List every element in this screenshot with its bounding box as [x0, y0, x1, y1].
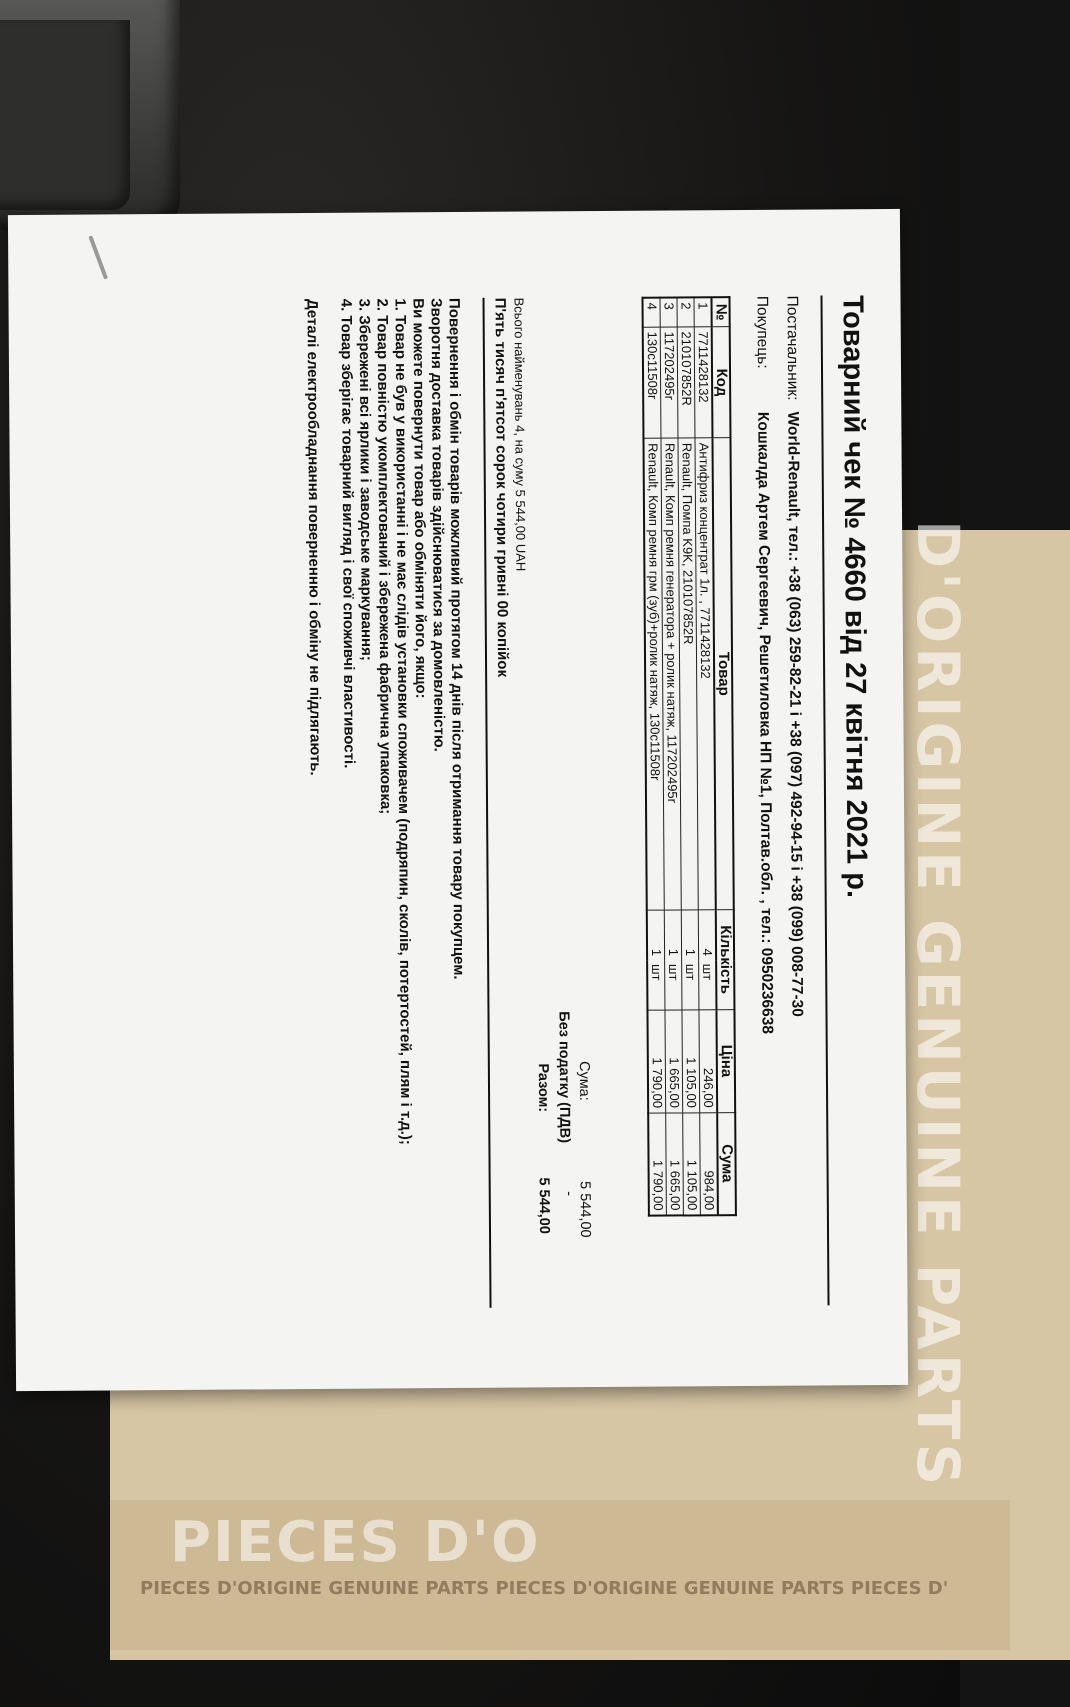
row-product: Renault, Помпа K9K, 210107852R: [678, 438, 698, 910]
terms-line: Зворотня доставка товарів здійснюватися за домовленістю.: [427, 298, 448, 752]
header-code: Код: [712, 327, 731, 439]
terms-line: Повернення і обмін товарів можливий протягом 14 днів після отримання товару покупцем.: [445, 297, 468, 980]
row-number: 4: [642, 298, 660, 328]
row-qty: 1: [647, 910, 665, 960]
row-product: Renault, Комп ремня грм (зуб)+ролик натяж, 130c11508r: [643, 438, 664, 910]
grand-total-value: 5 544,00: [535, 1177, 553, 1234]
header-sum: Сума: [717, 1112, 736, 1215]
terms-line: Ви можете повернути товар або обміняти його, якщо:: [409, 298, 430, 699]
amount-in-words: П'ять тисяч п'ятсот сорок чотири гривні 00 копійок: [491, 297, 512, 678]
items-table: [641, 296, 736, 1217]
row-price: 1 790,00: [647, 1010, 665, 1113]
grand-total-label: Разом:: [534, 1063, 552, 1113]
row-unit: шт: [647, 960, 665, 1010]
row-sum: 1 665,00: [666, 1112, 684, 1215]
terms-line: 2. Товар повністю укомплектований і збережена фабрична упаковка;: [373, 298, 395, 815]
terms-line: 4. Товар зберігає товарний вигляд і свої споживчі властивості.: [337, 298, 358, 769]
row-price: 1 665,00: [665, 1010, 683, 1113]
row-qty: 1: [664, 910, 681, 960]
header-quantity: Кількість: [716, 910, 735, 1010]
total-sum-value: 5 544,00: [576, 1181, 594, 1238]
row-unit: шт: [665, 960, 682, 1010]
row-number: 3: [660, 297, 677, 327]
buyer-value: Кошкалда Артем Сергеевич, Решетиловка НП №1, Полтав.обл. , тел.: 0950236638: [754, 411, 776, 1035]
row-sum: 1 105,00: [683, 1112, 701, 1215]
row-qty: 1: [681, 910, 698, 960]
row-code: 7711428132: [694, 327, 712, 439]
row-code: 210107852R: [677, 327, 695, 439]
summary-divider: [482, 298, 491, 1308]
receipt-title: Товарний чек № 4660 від 27 квітня 2021 р.: [836, 295, 873, 899]
row-sum: 984,00: [700, 1112, 718, 1215]
total-sum-label: Сума:: [575, 1061, 593, 1101]
row-sum: 1 790,00: [648, 1113, 666, 1216]
row-code: 130c11508r: [643, 327, 661, 439]
box-print-band: [110, 1500, 960, 1630]
receipt-sheet: [8, 209, 908, 1391]
vat-value: -: [560, 1191, 577, 1197]
header-number: №: [711, 297, 729, 327]
terms-line: 3. Збережені всі ярлики і заводське маркування;: [355, 298, 376, 661]
supplier-line: [782, 296, 805, 1017]
items-count-line: Всього найменувань 4, на суму 5 544,00 UAH: [511, 297, 529, 572]
box-print-main: PIECES D'O: [170, 1510, 541, 1575]
row-product: Антифриз концентрат 1л. , 7711428132: [695, 438, 716, 910]
supplier-value: World-Renault, тел.: +38 (063) 259-82-21 і +38 (097) 492-94-15 і +38 (099) 008-77-30: [784, 411, 806, 1017]
receipt-content: [46, 229, 894, 1385]
row-unit: шт: [699, 960, 717, 1010]
row-product: Renault, Комп ремня генератора + ролик натяж, 117202495r: [661, 438, 681, 910]
terms-line: 1. Товар не був у використанні і не має слідів установки споживачем (подряпин, сколів, потертостей, плям і т.д.);: [391, 298, 415, 1145]
row-number: 1: [694, 297, 712, 327]
row-number: 2: [677, 297, 694, 327]
row-qty: 4: [698, 910, 716, 960]
header-price: Ціна: [716, 1010, 735, 1113]
terms-footnote: Деталі електрообладнання поверненню і обміну не підлягають.: [303, 298, 324, 776]
box-print-small: PIECES D'ORIGINE GENUINE PARTS PIECES D'ORIGINE GENUINE PARTS PIECES D': [140, 1578, 949, 1599]
header-product: Товар: [712, 438, 733, 910]
box-print-right: [900, 520, 972, 1520]
row-code: 117202495r: [660, 327, 678, 439]
row-price: 1 105,00: [682, 1010, 700, 1113]
row-price: 246,00: [699, 1010, 717, 1113]
buyer-label: Покупець:: [753, 295, 771, 369]
row-unit: шт: [682, 960, 699, 1010]
box-print-side: D'ORIGINE GENUINE PARTS: [904, 520, 972, 1490]
supplier-label: Постачальник:: [783, 295, 802, 401]
trunk-storage-bin-inner: [0, 20, 130, 210]
vat-label: Без податку (ПДВ): [555, 1011, 573, 1144]
buyer-line: [752, 296, 775, 1034]
title-divider: [820, 295, 829, 1305]
